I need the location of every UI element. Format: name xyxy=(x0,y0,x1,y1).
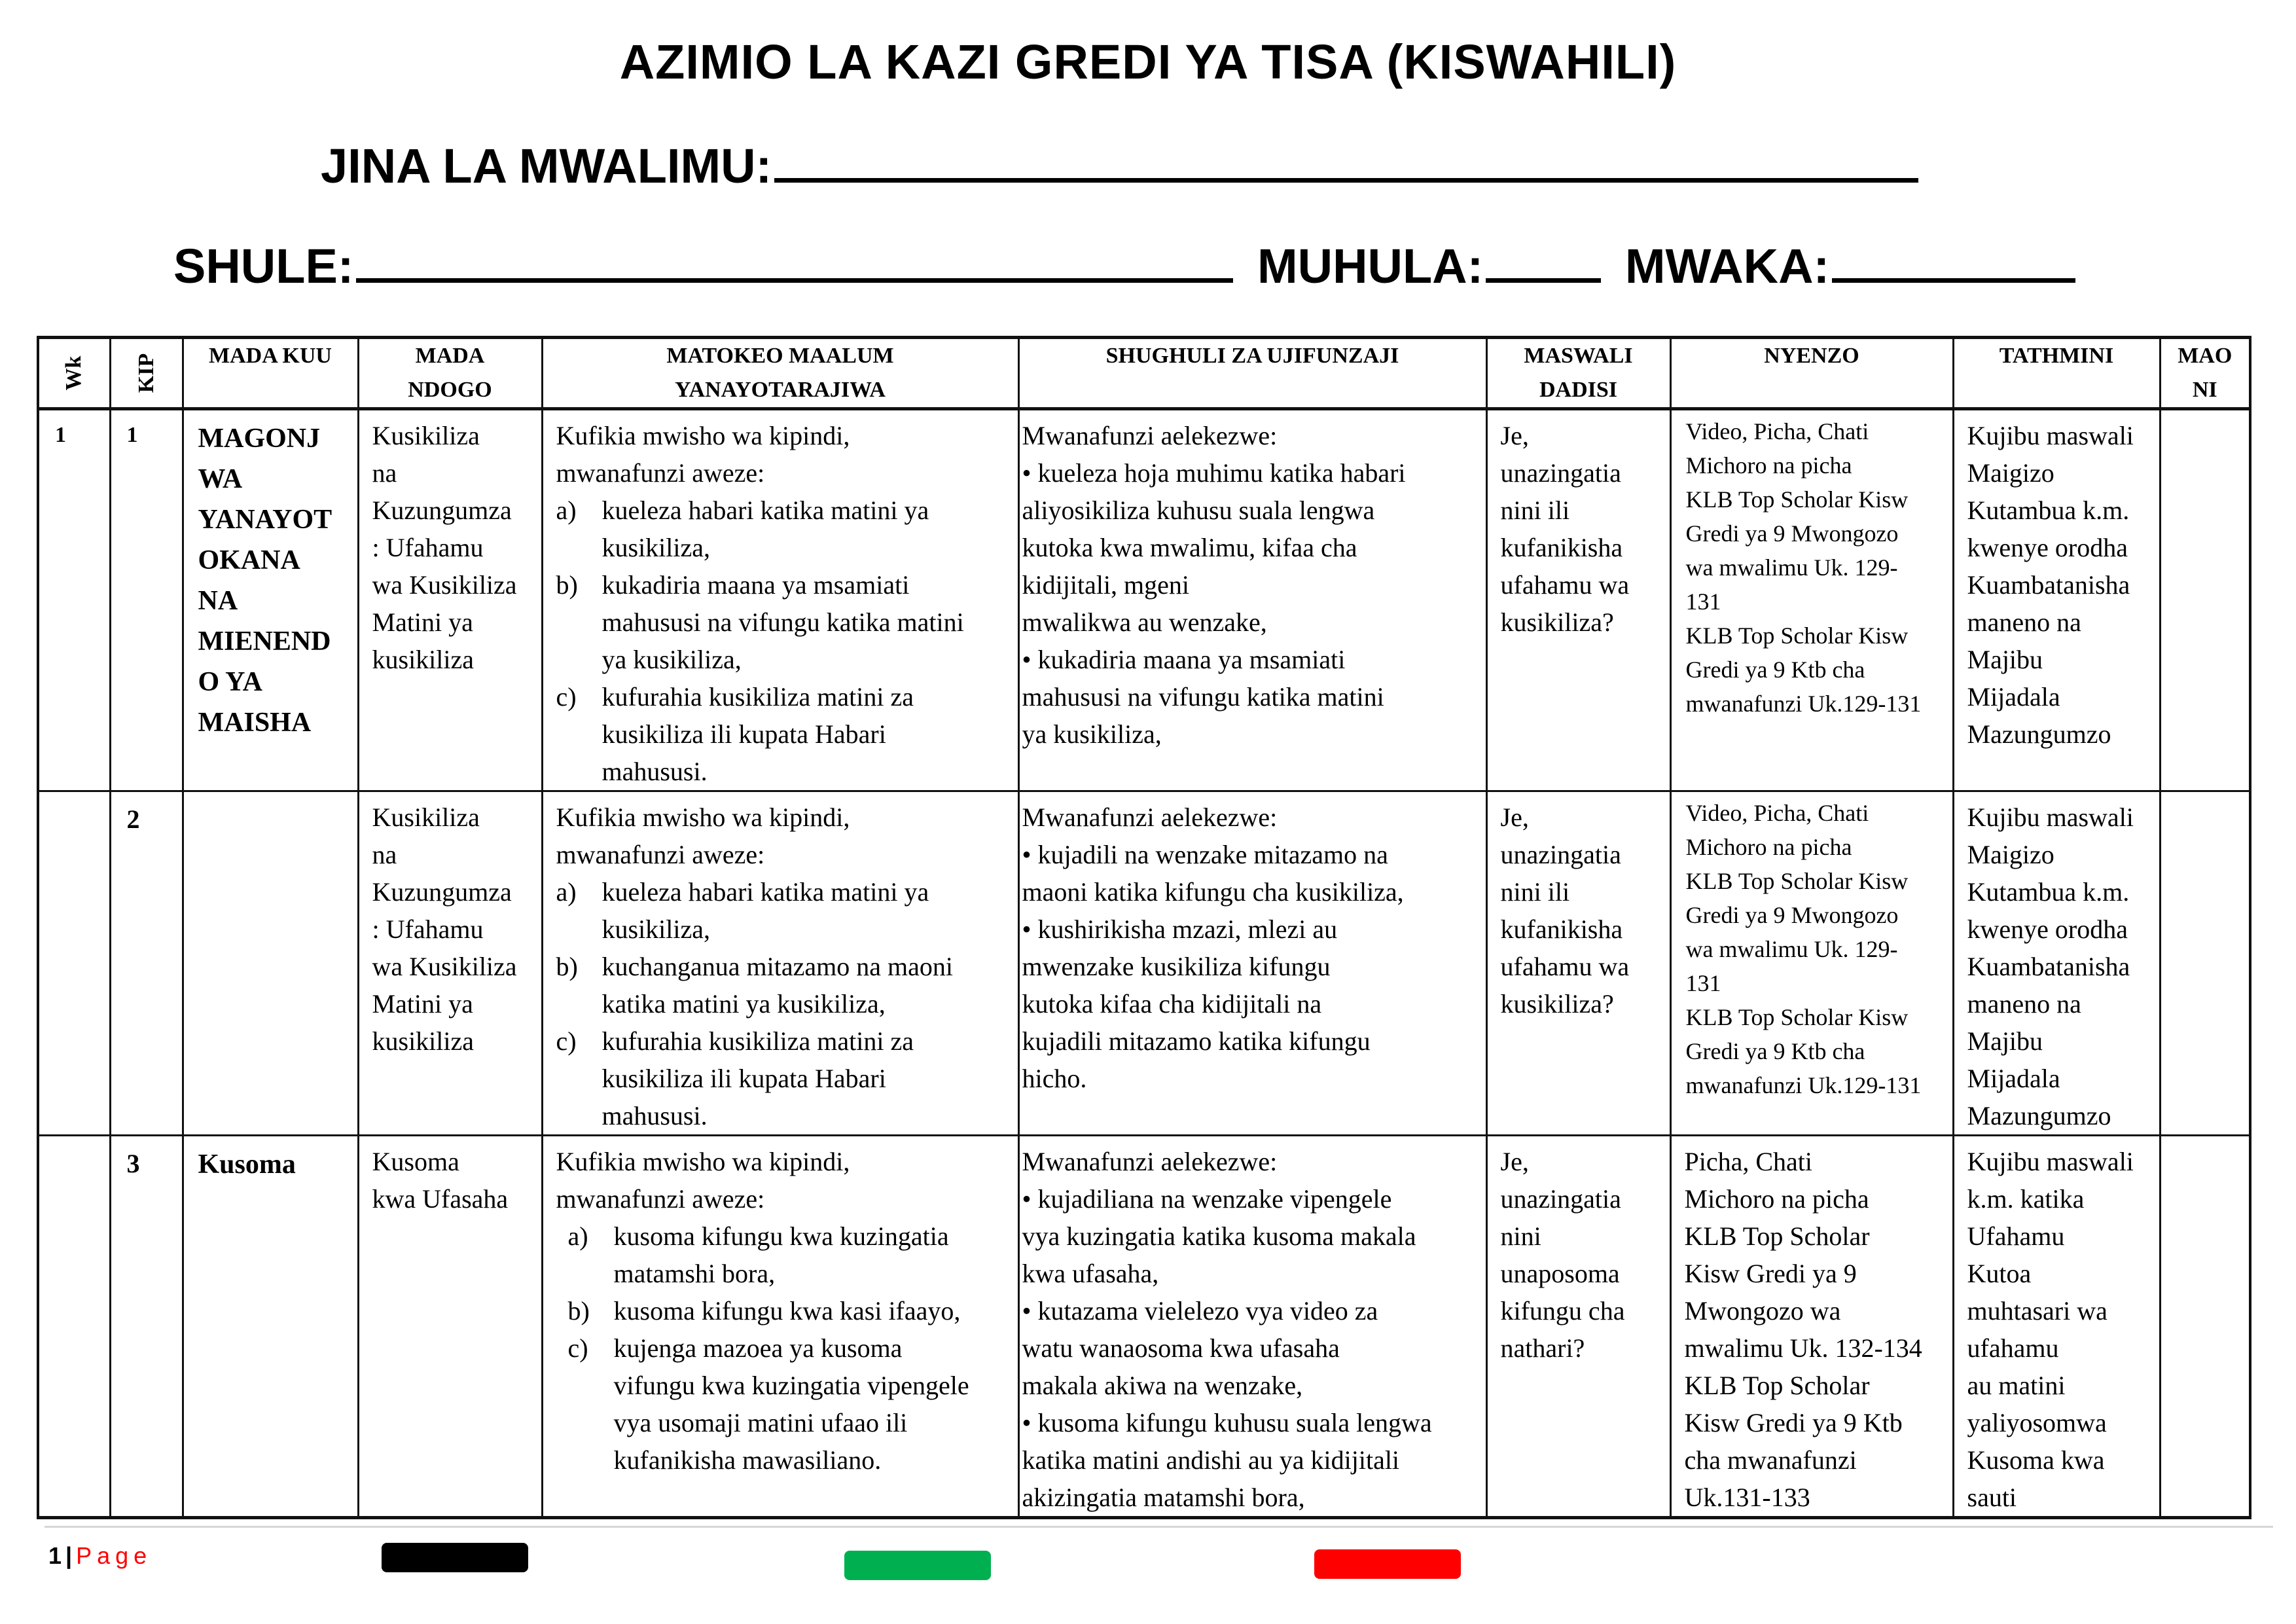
cell-line: 131 xyxy=(1685,970,1721,996)
cell-line: Gredi ya 9 Ktb cha xyxy=(1685,1038,1865,1064)
cell-line: YANAYOT xyxy=(198,505,332,535)
cell-line: Picha, Chati xyxy=(1684,1147,1813,1176)
outcomes-intro: mwanafunzi aweze: xyxy=(556,840,765,869)
cell-inquiry-questions xyxy=(1486,1136,1670,1518)
cell-line: Kuzungumza xyxy=(372,496,512,525)
cell-line: Kuzungumza xyxy=(372,877,512,907)
table-row xyxy=(38,409,2250,791)
cell-lesson: 2 xyxy=(110,791,183,1136)
cell-line: Je, xyxy=(1500,421,1529,450)
cell-line: maneno na xyxy=(1967,607,2081,637)
teacher-name-blank[interactable] xyxy=(774,139,1918,183)
header-main-topic: MADA KUU xyxy=(183,338,358,409)
cell-line: ufahamu xyxy=(1967,1333,2059,1363)
outcome-item xyxy=(556,492,1010,566)
flag-bar-green xyxy=(844,1551,991,1580)
cell-line: nini xyxy=(1500,1221,1541,1251)
cell-line: Kuambatanisha xyxy=(1967,952,2130,981)
outcomes-list xyxy=(556,873,1010,1134)
cell-line: Mwanafunzi aelekezwe: xyxy=(1022,1147,1278,1176)
cell-line: : Ufahamu xyxy=(372,533,484,562)
outcome-item xyxy=(556,948,1010,1022)
cell-line: • kujadili na wenzake mitazamo na xyxy=(1022,840,1388,869)
cell-line: Video, Picha, Chati xyxy=(1685,418,1869,444)
cell-line: Kutambua k.m. xyxy=(1967,877,2130,907)
cell-line: Mazungumzo xyxy=(1967,719,2111,749)
cell-line: kusikiliza xyxy=(372,1026,475,1056)
cell-learning-activities xyxy=(1018,409,1486,791)
page-separator: | xyxy=(65,1542,73,1569)
cell-line: vya kuzingatia katika kusoma makala xyxy=(1022,1221,1416,1251)
outcomes-intro: mwanafunzi aweze: xyxy=(556,1184,765,1214)
cell-line: ufahamu wa xyxy=(1500,952,1630,981)
cell-line: Mwanafunzi aelekezwe: xyxy=(1022,803,1278,832)
cell-line: mwalimu Uk. 132-134 xyxy=(1684,1333,1922,1363)
cell-line: nini ili xyxy=(1500,496,1570,525)
outcome-text: kukadiria maana ya msamiati mahususi na vifungu katika matini ya kusikiliza, xyxy=(601,570,964,674)
cell-line: unazingatia xyxy=(1500,840,1621,869)
cell-line: Kujibu maswali xyxy=(1967,803,2134,832)
header-sub-topic: MADA NDOGO xyxy=(358,338,542,409)
cell-line: • kukadiria maana ya msamiati xyxy=(1022,645,1346,674)
cell-line: cha mwanafunzi xyxy=(1684,1445,1857,1475)
cell-week xyxy=(38,1136,110,1518)
cell-line: Mijadala xyxy=(1967,1064,2060,1093)
cell-line: Mwongozo wa xyxy=(1684,1296,1841,1326)
cell-line: KLB Top Scholar Kisw xyxy=(1685,486,1909,513)
cell-line: katika matini andishi au ya kidijitali xyxy=(1022,1445,1400,1475)
year-blank[interactable] xyxy=(1832,239,2075,283)
outcome-marker: b) xyxy=(556,570,578,600)
cell-line: kidijitali, mgeni xyxy=(1022,570,1190,600)
table-row xyxy=(38,791,2250,1136)
cell-line: Kusoma xyxy=(372,1147,459,1176)
page-label: Page xyxy=(76,1542,152,1569)
cell-remarks[interactable] xyxy=(2160,409,2250,791)
cell-line: akizingatia matamshi bora, xyxy=(1022,1483,1305,1512)
cell-resources xyxy=(1670,791,1953,1136)
outcomes-list xyxy=(556,1218,1010,1479)
cell-line: sauti xyxy=(1967,1483,2017,1512)
table-row xyxy=(38,1136,2250,1518)
cell-line: • kusoma kifungu kuhusu suala lengwa xyxy=(1022,1408,1432,1437)
cell-line: wa mwalimu Uk. 129- xyxy=(1685,936,1898,962)
cell-line: • kueleza hoja muhimu katika habari xyxy=(1022,458,1406,488)
cell-line: kusikiliza? xyxy=(1500,607,1614,637)
cell-line: mwanafunzi Uk.129-131 xyxy=(1685,1072,1922,1098)
outcome-text: kujenga mazoea ya kusoma vifungu kwa kuzingatia vipengele vya usomaji matini ufaao ili kufanikisha mawasiliano. xyxy=(613,1333,969,1475)
cell-line: nathari? xyxy=(1500,1333,1585,1363)
cell-line: kujadili mitazamo katika kifungu xyxy=(1022,1026,1371,1056)
cell-week: 1 xyxy=(38,409,110,791)
cell-line: Mazungumzo xyxy=(1967,1101,2111,1130)
cell-line: MAGONJ xyxy=(198,424,321,454)
outcome-item xyxy=(568,1329,1010,1479)
cell-learning-activities xyxy=(1018,1136,1486,1518)
cell-line: unaposoma xyxy=(1500,1259,1620,1288)
flag-bar-red xyxy=(1314,1549,1461,1579)
flag-bar-black xyxy=(382,1543,528,1572)
cell-line: na xyxy=(372,458,397,488)
cell-assessment xyxy=(1953,409,2160,791)
cell-learning-outcomes xyxy=(542,409,1018,791)
header-learning-outcomes: MATOKEO MAALUM YANAYOTARAJIWA xyxy=(542,338,1018,409)
cell-line: hicho. xyxy=(1022,1064,1087,1093)
cell-line: • kutazama vielelezo vya video za xyxy=(1022,1296,1378,1326)
cell-line: ya kusikiliza, xyxy=(1022,719,1162,749)
cell-line: kwa Ufasaha xyxy=(372,1184,509,1214)
outcome-marker: b) xyxy=(556,952,578,981)
cell-line: mwanafunzi Uk.129-131 xyxy=(1685,691,1922,717)
cell-line: wa mwalimu Uk. 129- xyxy=(1685,554,1898,581)
cell-line: mwenzake kusikiliza kifungu xyxy=(1022,952,1331,981)
cell-line: kwa ufasaha, xyxy=(1022,1259,1159,1288)
outcome-item xyxy=(556,678,1010,790)
teacher-name-line xyxy=(321,139,1918,193)
teacher-name-label: JINA LA MWALIMU: xyxy=(321,139,772,193)
cell-line: KLB Top Scholar Kisw xyxy=(1685,623,1909,649)
document-title: AZIMIO LA KAZI GREDI YA TISA (KISWAHILI) xyxy=(619,35,1677,89)
cell-line: yaliyosomwa xyxy=(1967,1408,2107,1437)
cell-line: Kusoma xyxy=(198,1149,296,1180)
cell-line: k.m. katika xyxy=(1967,1184,2085,1214)
outcome-marker: c) xyxy=(567,1333,588,1363)
term-label: MUHULA: xyxy=(1257,239,1484,293)
page-number-value: 1 xyxy=(48,1542,62,1569)
cell-line: Kutambua k.m. xyxy=(1967,496,2130,525)
cell-line: ufahamu wa xyxy=(1500,570,1630,600)
outcome-item xyxy=(568,1292,1010,1329)
cell-line: Kisw Gredi ya 9 xyxy=(1684,1259,1857,1288)
outcomes-intro: Kufikia mwisho wa kipindi, xyxy=(556,803,850,832)
cell-inquiry-questions xyxy=(1486,791,1670,1136)
school-label: SHULE: xyxy=(173,239,354,293)
cell-line: OKANA xyxy=(198,545,300,575)
outcome-text: kufurahia kusikiliza matini za kusikiliza ili kupata Habari mahususi. xyxy=(601,1026,914,1130)
cell-line: mahususi na vifungu katika matini xyxy=(1022,682,1384,712)
header-learning-activities: SHUGHULI ZA UJIFUNZAJI xyxy=(1018,338,1486,409)
cell-line: NA xyxy=(198,586,238,616)
outcome-marker: b) xyxy=(567,1296,590,1326)
cell-line: unazingatia xyxy=(1500,458,1621,488)
cell-line: au matini xyxy=(1967,1371,2066,1400)
cell-remarks[interactable] xyxy=(2160,791,2250,1136)
cell-learning-outcomes xyxy=(542,1136,1018,1518)
scheme-of-work-table xyxy=(37,336,2251,1519)
cell-line: MIENEND xyxy=(198,626,331,657)
header-lesson: KIP xyxy=(110,338,183,409)
cell-line: : Ufahamu xyxy=(372,914,484,944)
cell-line: Gredi ya 9 Mwongozo xyxy=(1685,902,1899,928)
cell-line: kufanikisha xyxy=(1500,914,1623,944)
cell-line: Kutoa xyxy=(1967,1259,2032,1288)
cell-line: aliyosikiliza kuhusu suala lengwa xyxy=(1022,496,1375,525)
cell-line: Kusoma kwa xyxy=(1967,1445,2105,1475)
cell-line: KLB Top Scholar xyxy=(1684,1221,1870,1251)
header-inquiry-questions: MASWALI DADISI xyxy=(1486,338,1670,409)
outcome-marker: c) xyxy=(556,1026,577,1056)
cell-line: maoni katika kifungu cha kusikiliza, xyxy=(1022,877,1404,907)
cell-line: kwenye orodha xyxy=(1967,533,2128,562)
cell-line: Kujibu maswali xyxy=(1967,1147,2134,1176)
cell-line: MAISHA xyxy=(198,708,312,738)
cell-line: Gredi ya 9 Ktb cha xyxy=(1685,657,1865,683)
cell-line: Majibu xyxy=(1967,645,2043,674)
header-remarks: MAO NI xyxy=(2160,338,2250,409)
header-week: Wk xyxy=(38,338,110,409)
cell-line: unazingatia xyxy=(1500,1184,1621,1214)
cell-line: kwenye orodha xyxy=(1967,914,2128,944)
cell-main-topic xyxy=(183,1136,358,1518)
cell-line: O YA xyxy=(198,667,262,697)
cell-remarks[interactable] xyxy=(2160,1136,2250,1518)
cell-line: kusikiliza? xyxy=(1500,989,1614,1019)
outcomes-list xyxy=(556,492,1010,790)
cell-line: Kuambatanisha xyxy=(1967,570,2130,600)
cell-line: Kujibu maswali xyxy=(1967,421,2134,450)
cell-line: watu wanaosoma kwa ufasaha xyxy=(1022,1333,1340,1363)
outcome-text: kueleza habari katika matini ya kusikiliza, xyxy=(601,877,929,944)
cell-line: Kisw Gredi ya 9 Ktb xyxy=(1684,1408,1903,1437)
cell-line: KLB Top Scholar Kisw xyxy=(1685,868,1909,894)
outcome-marker: c) xyxy=(556,682,577,712)
cell-line: wa Kusikiliza xyxy=(372,570,517,600)
outcome-text: kufurahia kusikiliza matini za kusikiliza ili kupata Habari mahususi. xyxy=(601,682,914,786)
cell-line: Je, xyxy=(1500,1147,1529,1176)
cell-lesson: 3 xyxy=(110,1136,183,1518)
header-resources: NYENZO xyxy=(1670,338,1953,409)
outcomes-intro: mwanafunzi aweze: xyxy=(556,458,765,488)
cell-line: Uk.131-133 xyxy=(1684,1483,1810,1512)
footer-divider xyxy=(45,1526,2273,1528)
cell-line: • kushirikisha mzazi, mlezi au xyxy=(1022,914,1338,944)
cell-line: Michoro na picha xyxy=(1685,452,1852,478)
cell-lesson: 1 xyxy=(110,409,183,791)
cell-line: Ufahamu xyxy=(1967,1221,2065,1251)
cell-line: kusikiliza xyxy=(372,645,475,674)
cell-line: mwalikwa au wenzake, xyxy=(1022,607,1267,637)
outcome-text: kusoma kifungu kwa kuzingatia matamshi bora, xyxy=(613,1221,949,1288)
cell-line: • kujadiliana na wenzake vipengele xyxy=(1022,1184,1392,1214)
outcome-marker: a) xyxy=(556,877,577,907)
cell-line: Majibu xyxy=(1967,1026,2043,1056)
outcome-item xyxy=(556,566,1010,678)
outcome-item xyxy=(568,1218,1010,1292)
outcome-text: kueleza habari katika matini ya kusikiliza, xyxy=(601,496,929,562)
cell-line: makala akiwa na wenzake, xyxy=(1022,1371,1303,1400)
cell-line: Gredi ya 9 Mwongozo xyxy=(1685,520,1899,547)
school-blank[interactable] xyxy=(356,239,1233,283)
cell-line: Kusikiliza xyxy=(372,421,480,450)
cell-sub-topic xyxy=(358,1136,542,1518)
cell-main-topic xyxy=(183,409,358,791)
cell-line: maneno na xyxy=(1967,989,2081,1019)
outcome-marker: a) xyxy=(556,496,577,525)
cell-line: Maigizo xyxy=(1967,458,2054,488)
cell-sub-topic xyxy=(358,791,542,1136)
page-number xyxy=(48,1542,152,1570)
cell-line: KLB Top Scholar xyxy=(1684,1371,1870,1400)
table-header-row xyxy=(38,338,2250,409)
cell-sub-topic xyxy=(358,409,542,791)
school-term-year-line xyxy=(173,239,2075,291)
cell-inquiry-questions xyxy=(1486,409,1670,791)
cell-line: muhtasari wa xyxy=(1967,1296,2108,1326)
outcome-text: kusoma kifungu kwa kasi ifaayo, xyxy=(613,1296,961,1326)
cell-line: KLB Top Scholar Kisw xyxy=(1685,1004,1909,1030)
outcomes-intro: Kufikia mwisho wa kipindi, xyxy=(556,421,850,450)
cell-resources xyxy=(1670,1136,1953,1518)
year-label: MWAKA: xyxy=(1624,239,1830,293)
cell-line: Kusikiliza xyxy=(372,803,480,832)
outcome-item xyxy=(556,1022,1010,1134)
cell-assessment xyxy=(1953,1136,2160,1518)
cell-line: Matini ya xyxy=(372,607,473,637)
cell-line: wa Kusikiliza xyxy=(372,952,517,981)
term-blank[interactable] xyxy=(1486,239,1601,283)
cell-learning-outcomes xyxy=(542,791,1018,1136)
cell-line: Mwanafunzi aelekezwe: xyxy=(1022,421,1278,450)
cell-line: nini ili xyxy=(1500,877,1570,907)
cell-line: kutoka kifaa cha kidijitali na xyxy=(1022,989,1322,1019)
cell-line: Je, xyxy=(1500,803,1529,832)
cell-line: Video, Picha, Chati xyxy=(1685,800,1869,826)
outcome-item xyxy=(556,873,1010,948)
cell-line: Mijadala xyxy=(1967,682,2060,712)
cell-line: WA xyxy=(198,464,243,494)
cell-line: Michoro na picha xyxy=(1684,1184,1869,1214)
cell-line: na xyxy=(372,840,397,869)
outcomes-intro: Kufikia mwisho wa kipindi, xyxy=(556,1147,850,1176)
cell-line: Michoro na picha xyxy=(1685,834,1852,860)
cell-line: Matini ya xyxy=(372,989,473,1019)
header-assessment: TATHMINI xyxy=(1953,338,2160,409)
cell-assessment xyxy=(1953,791,2160,1136)
cell-learning-activities xyxy=(1018,791,1486,1136)
cell-line: kifungu cha xyxy=(1500,1296,1625,1326)
outcome-text: kuchanganua mitazamo na maoni katika matini ya kusikiliza, xyxy=(601,952,953,1019)
cell-main-topic xyxy=(183,791,358,1136)
cell-line: kutoka kwa mwalimu, kifaa cha xyxy=(1022,533,1357,562)
cell-week xyxy=(38,791,110,1136)
cell-line: 131 xyxy=(1685,588,1721,615)
cell-line: Maigizo xyxy=(1967,840,2054,869)
outcome-marker: a) xyxy=(567,1221,588,1251)
cell-resources xyxy=(1670,409,1953,791)
cell-line: kufanikisha xyxy=(1500,533,1623,562)
